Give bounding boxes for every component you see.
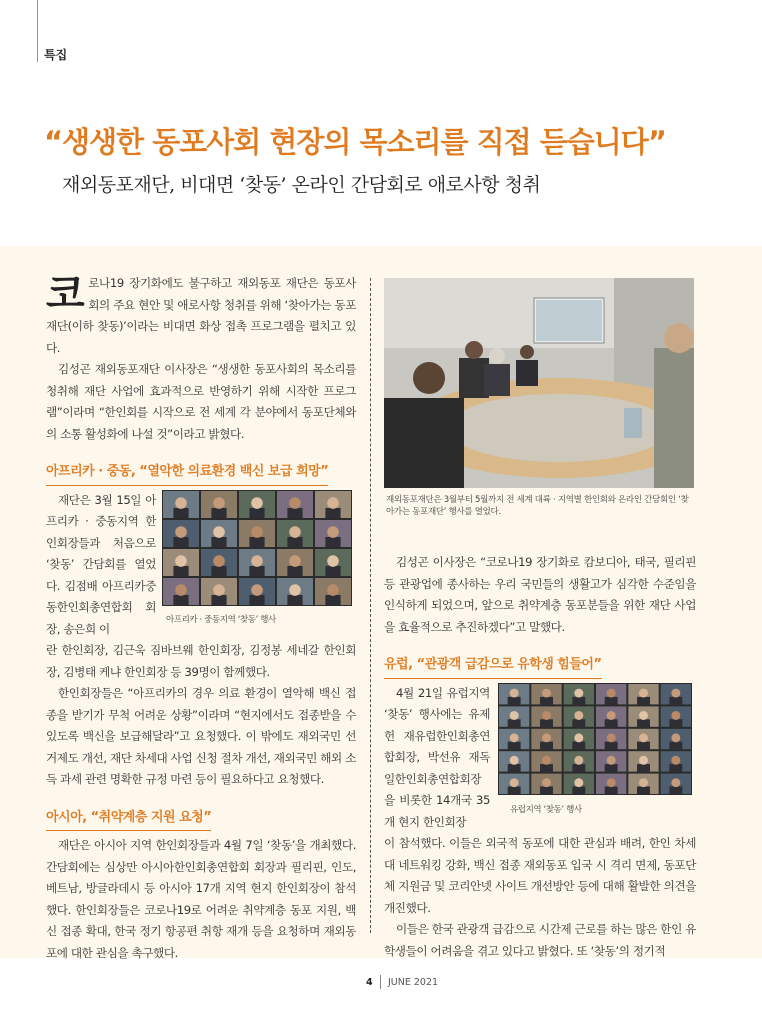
participant-body <box>173 507 188 517</box>
participant-head <box>327 555 339 567</box>
participant-head <box>607 688 616 697</box>
participant-head <box>671 755 680 764</box>
participant-head <box>289 555 301 567</box>
participant-head <box>213 497 225 509</box>
africa-paragraph-2: 한인회장들은 “아프리카의 경우 의료 환경이 열악해 백신 접종을 받기가 무척 어려운 상황”이라며 “현지에서도 접종받을 수 있도록 백신을 보급해달라”고 요청했다. 이 밖에도 재외국민 선거제도 개선, 재단 차세대 사업 신청 절차 개선, 재외국민 해외 소득 과세 관련 명확한 규정 마련 등이 필요하다고 요청했다. <box>46 686 356 786</box>
participant-head <box>251 497 263 509</box>
director-quote-paragraph: 김성곤 이사장은 “코로나19 장기화로 캄보디아, 태국, 필리핀 등 관광업에 종사하는 우리 국민들의 생활고가 심각한 수준임을 인식하게 되었으며, 앞으로 취약계층 동포분들을 위한 재단 사업을 효율적으로 추진하겠다”고 말했다. <box>384 555 696 634</box>
participant-body <box>287 594 302 604</box>
participant-head <box>671 733 680 742</box>
participant-body <box>211 507 226 517</box>
participant-head <box>510 755 519 764</box>
meeting-room-photo <box>384 278 694 488</box>
participant-head <box>607 733 616 742</box>
intro-paragraph <box>46 273 356 359</box>
participant-head <box>251 584 263 596</box>
participant-head <box>289 497 301 509</box>
participant-head <box>607 755 616 764</box>
participant-body <box>637 696 650 704</box>
participant-body <box>287 536 302 546</box>
participant-head <box>510 733 519 742</box>
participant-body <box>637 786 650 794</box>
participant-head <box>289 526 301 538</box>
participant-head <box>510 688 519 697</box>
participant-body <box>605 741 618 749</box>
europe-photo-block <box>498 683 696 817</box>
asia-paragraph: 재단은 아시아 지역 한인회장들과 4월 7일 ‘찾동’을 개최했다. 간담회에는 심상만 아시아한인회총연합회 회장과 필리핀, 인도, 베트남, 방글라데시 등 아시아 17개 지역 현지 한인회장이 참석했다. 한인회장들은 코로나19로 어려운 취약계층 동포 지원, 백신 접종 확대, 한국 정기 항공편 취항 재개 등을 요청하며 재외동포에 대한 관심을 촉구했다. <box>46 838 356 960</box>
africa-paragraph-1: 재단은 3월 15일 아프리카 · 중동지역 한인회장들과 처음으로 ‘찾동’ 간담회를 열었다. 김점배 아프리카중동한인회총연합회 회장, 송은희 이 <box>46 492 156 636</box>
column-divider <box>370 278 371 933</box>
right-column <box>384 552 696 962</box>
europe-paragraph-1-cont: 이 참석했다. 이들은 외국적 동포에 대한 관심과 배려, 한인 차세대 네트워킹 강화, 백신 접종 재외동포 입국 시 격리 면제, 동포단체 지원금 및 코리안넷 사이트 개선방안 등에 대해 활발한 의견을 개진했다. <box>384 836 696 915</box>
participant-head <box>510 778 519 787</box>
participant-head <box>542 755 551 764</box>
article-title: “생생한 동포사회 현장의 목소리를 직접 듣습니다” <box>44 125 666 159</box>
participant-body <box>540 741 553 749</box>
intro-text: 로나19 장기화에도 불구하고 재외동포 재단은 동포사회의 주요 현안 및 애로사항 청취를 위해 ‘찾아가는 동포재단(이하 찾동)’이라는 비대면 화상 접촉 프로그램을 펼치고 있다. <box>46 276 356 355</box>
participant-body <box>287 507 302 517</box>
europe-video-call-photo <box>498 683 692 795</box>
participant-head <box>175 555 187 567</box>
participant-body <box>637 719 650 727</box>
participant-head <box>639 778 648 787</box>
participant-head <box>639 688 648 697</box>
participant-head <box>175 526 187 538</box>
participant-body <box>211 536 226 546</box>
participant-body <box>540 786 553 794</box>
participant-body <box>669 786 682 794</box>
participant-head <box>542 733 551 742</box>
participant-body <box>508 764 521 772</box>
participant-body <box>637 741 650 749</box>
participant-body <box>508 719 521 727</box>
participant-head <box>542 688 551 697</box>
participant-body <box>605 719 618 727</box>
participant-body <box>325 536 340 546</box>
participant-head <box>175 584 187 596</box>
participant-body <box>325 594 340 604</box>
participant-head <box>671 711 680 720</box>
africa-photo-caption: 아프리카 · 중동지역 ‘찾동’ 행사 <box>166 614 276 625</box>
africa-video-call-photo <box>162 490 352 606</box>
page-number: 4 <box>366 977 373 988</box>
participant-head <box>175 497 187 509</box>
participant-body <box>637 764 650 772</box>
participant-body <box>325 565 340 575</box>
heading-africa: 아프리카 · 중동, “열악한 의료환경 백신 보급 희망” <box>46 461 356 486</box>
participant-body <box>508 786 521 794</box>
participant-body <box>211 594 226 604</box>
participant-head <box>639 755 648 764</box>
participant-body <box>572 786 585 794</box>
meeting-photo-caption: 재외동포재단은 3월부터 5월까지 전 세계 대륙 · 지역별 한인회와 온라인 간담회인 ‘찾아가는 동포재단’ 행사를 열었다. <box>386 495 689 517</box>
participant-body <box>572 741 585 749</box>
participant-head <box>327 584 339 596</box>
footer-separator <box>380 975 381 989</box>
participant-body <box>249 594 264 604</box>
participant-head <box>607 778 616 787</box>
participant-head <box>251 555 263 567</box>
participant-body <box>669 741 682 749</box>
participant-body <box>173 536 188 546</box>
heading-asia: 아시아, “취약계층 지원 요청” <box>46 807 356 832</box>
participant-body <box>249 507 264 517</box>
participant-body <box>325 507 340 517</box>
left-column <box>46 273 356 964</box>
participant-body <box>572 719 585 727</box>
participant-head <box>510 711 519 720</box>
participant-body <box>669 696 682 704</box>
participant-head <box>251 526 263 538</box>
participant-head <box>574 778 583 787</box>
drop-cap: 코 <box>46 271 85 317</box>
participant-body <box>540 764 553 772</box>
participant-head <box>213 526 225 538</box>
participant-head <box>574 755 583 764</box>
africa-photo-block <box>162 490 356 632</box>
participant-head <box>542 711 551 720</box>
participant-head <box>574 688 583 697</box>
participant-head <box>639 711 648 720</box>
europe-photo-caption: 유럽지역 ‘찾동’ 행사 <box>510 804 582 815</box>
participant-head <box>327 526 339 538</box>
heading-europe: 유럽, “관광객 급감으로 유학생 힘들어” <box>384 654 696 679</box>
participant-body <box>669 764 682 772</box>
participant-body <box>249 536 264 546</box>
participant-head <box>289 584 301 596</box>
header-rule <box>37 0 38 62</box>
intro-paragraph-2: 김성곤 재외동포재단 이사장은 “생생한 동포사회의 목소리를 청취해 재단 사업에 효과적으로 반영하기 위해 시작한 프로그램”이라며 “한인회를 시작으로 전 세계 각 분야에서 동포단체와의 소통 활성화에 나설 것”이라고 밝혔다. <box>46 362 356 441</box>
participant-body <box>211 565 226 575</box>
participant-head <box>574 711 583 720</box>
participant-body <box>605 786 618 794</box>
participant-head <box>671 778 680 787</box>
participant-body <box>508 741 521 749</box>
section-tag: 특집 <box>44 48 68 62</box>
participant-head <box>607 711 616 720</box>
europe-paragraph-2: 이들은 한국 관광객 급감으로 시간제 근로를 하는 많은 한인 유학생들이 어려움을 겪고 있다고 밝혔다. 또 ‘찾동’의 정기적 <box>384 922 696 958</box>
participant-body <box>540 719 553 727</box>
participant-body <box>173 594 188 604</box>
participant-body <box>173 565 188 575</box>
participant-head <box>213 555 225 567</box>
participant-body <box>669 719 682 727</box>
africa-paragraph-1-cont: 란 한인회장, 김근욱 짐바브웨 한인회장, 김정봉 세네갈 한인회장, 김병태 케냐 한인회장 등 39명이 함께했다. <box>46 643 356 679</box>
participant-body <box>508 696 521 704</box>
participant-body <box>572 764 585 772</box>
participant-head <box>542 778 551 787</box>
participant-head <box>213 584 225 596</box>
participant-body <box>287 565 302 575</box>
participant-body <box>572 696 585 704</box>
participant-body <box>540 696 553 704</box>
participant-head <box>574 733 583 742</box>
participant-body <box>249 565 264 575</box>
article-subtitle: 재외동포재단, 비대면 ‘찾동’ 온라인 간담회로 애로사항 청취 <box>62 174 541 196</box>
participant-body <box>605 696 618 704</box>
participant-head <box>671 688 680 697</box>
participant-body <box>605 764 618 772</box>
europe-paragraph-1: 4월 21일 유럽지역 ‘찾동’ 행사에는 유제헌 재유럽한인회총연합회장, 박선유 재독일한인회총연합회장을 비롯한 14개국 35개 현지 한인회장 <box>384 685 490 829</box>
participant-head <box>327 497 339 509</box>
participant-head <box>639 733 648 742</box>
issue-date: JUNE 2021 <box>388 977 439 988</box>
